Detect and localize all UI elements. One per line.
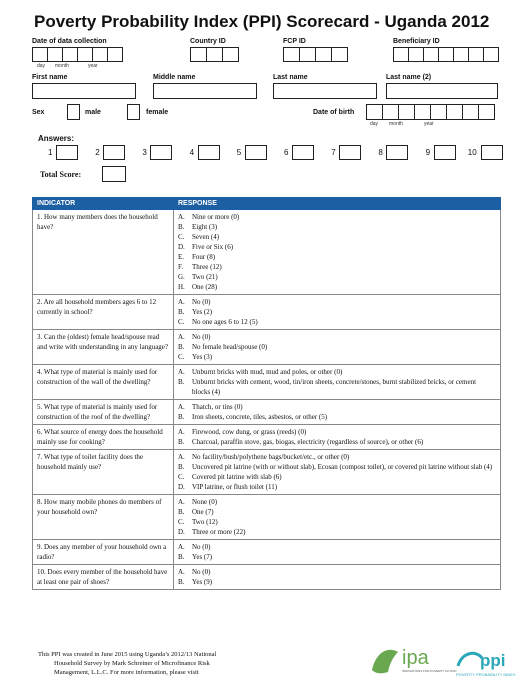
ppi-logo-sub: POVERTY PROBABILITY INDEX (456, 672, 516, 677)
footer-line-1: This PPI was created in June 2015 using Uganda’s 2012/13 National (38, 651, 217, 658)
table-row (33, 495, 501, 540)
option-text: No female head/spouse (0) (192, 343, 268, 351)
option-text: No (0) (192, 298, 211, 306)
option-text: Four (8) (192, 253, 216, 261)
middle-name-field[interactable] (153, 83, 257, 99)
date-day-2[interactable] (47, 47, 63, 62)
option-text: Uncovered pit latrine (with or without slab), Ecosan (compost toilet), or covered pit latrine without slab (4) (192, 463, 493, 471)
option-text: Charcoal, paraffin stove, gas, biogas, electricity (regardless of source), or other (6) (192, 438, 424, 446)
footer-note (38, 650, 268, 677)
answer-box-2[interactable] (103, 145, 125, 160)
option-text: No (0) (192, 333, 211, 341)
option-text: Thatch, or tins (0) (192, 403, 243, 411)
ipa-logo-text: ipa (402, 647, 429, 669)
option-letter: F. (178, 263, 184, 271)
option-text: Nine or more (0) (192, 213, 240, 221)
response-option[interactable] (178, 342, 496, 352)
option-letter: E. (178, 253, 185, 261)
beneficiary-id-7[interactable] (483, 47, 499, 62)
option-letter: B. (178, 413, 185, 421)
answer-box-5[interactable] (245, 145, 267, 160)
dob-day-1[interactable] (366, 104, 383, 120)
option-letter: B. (178, 578, 185, 586)
option-text: No (0) (192, 568, 211, 576)
option-letter: D. (178, 528, 185, 536)
dob-month-sub: month (389, 121, 403, 127)
response-options (174, 330, 501, 365)
option-text: Firewood, cow dung, or grass (reeds) (0) (192, 428, 307, 436)
answer-box-10[interactable] (481, 145, 503, 160)
option-text: Yes (3) (192, 353, 213, 361)
response-option[interactable] (178, 507, 496, 517)
fcp-id-2[interactable] (299, 47, 316, 62)
option-text: Three or more (22) (192, 528, 246, 536)
dob-year-4[interactable] (478, 104, 495, 120)
table-row (33, 425, 501, 450)
answer-number-8: 8 (378, 148, 383, 157)
option-letter: B. (178, 223, 185, 231)
response-option[interactable] (178, 567, 496, 577)
option-text: Iron sheets, concrete, tiles, asbestos, or other (5) (192, 413, 328, 421)
date-year-2[interactable] (107, 47, 123, 62)
option-text: Five or Six (6) (192, 243, 234, 251)
option-letter: C. (178, 353, 185, 361)
option-letter: A. (178, 298, 185, 306)
indicator-question: 6. What source of energy does the household mainly use for cooking? (33, 425, 174, 450)
dob-label: Date of birth (313, 109, 355, 116)
option-text: Three (12) (192, 263, 222, 271)
response-option[interactable] (178, 352, 496, 362)
table-row (33, 295, 501, 330)
dob-year-sub: year (424, 121, 434, 127)
dob-year-3[interactable] (462, 104, 479, 120)
option-letter: C. (178, 518, 185, 526)
first-name-field[interactable] (32, 83, 136, 99)
option-letter: A. (178, 403, 185, 411)
indicator-header: INDICATOR (33, 198, 174, 210)
footer-line-2: Household Survey by Mark Schreiner of Microfinance Risk (54, 660, 210, 667)
fcp-id-4[interactable] (331, 47, 348, 62)
response-options (174, 210, 501, 295)
table-row (33, 210, 501, 295)
answer-number-2: 2 (95, 148, 100, 157)
response-options (174, 425, 501, 450)
answer-number-9: 9 (425, 148, 431, 157)
date-day-1[interactable] (32, 47, 48, 62)
beneficiary-id-5[interactable] (453, 47, 469, 62)
scorecard-body (33, 210, 501, 590)
option-text: Two (12) (192, 518, 218, 526)
response-option[interactable] (178, 307, 496, 317)
response-option[interactable] (178, 367, 496, 377)
country-id-1[interactable] (190, 47, 207, 62)
response-option[interactable] (178, 332, 496, 342)
option-text: Yes (7) (192, 553, 213, 561)
female-label: female (146, 109, 169, 116)
indicator-question: 1. How many members does the household have? (33, 210, 174, 295)
answer-number-10: 10 (467, 148, 477, 157)
response-option[interactable] (178, 542, 496, 552)
scorecard-title: Poverty Probability Index (PPI) Scorecard - Uganda 2012 (34, 12, 490, 31)
date-year-sub: year (88, 63, 98, 69)
option-text: Eight (3) (192, 223, 218, 231)
response-option[interactable] (178, 252, 496, 262)
option-text: VIP latrine, or flush toilet (11) (192, 483, 278, 491)
ppi-logo-text: ppi (480, 651, 506, 670)
option-letter: C. (178, 233, 185, 241)
option-text: Unburnt bricks with mud, mud and poles, or other (0) (192, 368, 343, 376)
country-id-2[interactable] (206, 47, 223, 62)
response-options (174, 400, 501, 425)
ipa-logo-sub: INNOVATIONS FOR POVERTY ACTION (402, 669, 457, 673)
date-month-2[interactable] (77, 47, 93, 62)
table-row (33, 450, 501, 495)
option-letter: A. (178, 428, 185, 436)
option-letter: A. (178, 213, 185, 221)
response-option[interactable] (178, 212, 496, 222)
option-letter: D. (178, 483, 185, 491)
fcp-id-label: FCP ID (283, 38, 306, 45)
response-option[interactable] (178, 262, 496, 272)
answer-box-6[interactable] (292, 145, 314, 160)
option-text: Unburnt bricks with cement, wood, tin/iron sheets, concrete/stones, burnt stabilized bricks, or cement blocks (4) (192, 378, 477, 396)
sex-male-checkbox[interactable] (67, 104, 80, 120)
last-name-2-field[interactable] (386, 83, 498, 99)
middle-name-label: Middle name (153, 74, 196, 81)
table-row (33, 540, 501, 565)
option-text: No one ages 6 to 12 (5) (192, 318, 258, 326)
option-text: Seven (4) (192, 233, 220, 241)
answer-number-1: 1 (48, 148, 53, 157)
table-row (33, 330, 501, 365)
dob-month-2[interactable] (414, 104, 431, 120)
answer-number-3: 3 (142, 148, 147, 157)
indicator-question: 4. What type of material is mainly used for construction of the wall of the dwelling? (33, 365, 174, 400)
answer-box-9[interactable] (434, 145, 456, 160)
last-name-field[interactable] (273, 83, 377, 99)
response-option[interactable] (178, 232, 496, 242)
response-option[interactable] (178, 452, 496, 462)
response-option[interactable] (178, 272, 496, 282)
total-score-box[interactable] (102, 166, 126, 182)
option-letter: A. (178, 543, 185, 551)
response-option[interactable] (178, 317, 496, 327)
response-option[interactable] (178, 297, 496, 307)
response-option[interactable] (178, 577, 496, 587)
response-options (174, 565, 501, 590)
option-letter: B. (178, 463, 185, 471)
response-option[interactable] (178, 437, 496, 447)
response-option[interactable] (178, 462, 496, 472)
option-text: None (0) (192, 498, 218, 506)
date-day-sub: day (37, 63, 46, 69)
response-option[interactable] (178, 222, 496, 232)
option-text: One (7) (192, 508, 214, 516)
male-label: male (85, 109, 101, 116)
option-letter: B. (178, 553, 185, 561)
response-option[interactable] (178, 402, 496, 412)
last-name-2-label: Last name (2) (386, 74, 432, 81)
option-text: No (0) (192, 543, 211, 551)
option-letter: A. (178, 453, 185, 461)
option-letter: A. (178, 568, 185, 576)
table-row (33, 565, 501, 590)
response-option[interactable] (178, 527, 496, 537)
response-options (174, 495, 501, 540)
dob-day-sub: day (370, 121, 379, 127)
answer-box-8[interactable] (386, 145, 408, 160)
date-month-1[interactable] (62, 47, 78, 62)
ppi-logo (452, 644, 522, 680)
response-option[interactable] (178, 482, 496, 492)
answer-box-7[interactable] (339, 145, 361, 160)
sex-label: Sex (32, 109, 45, 116)
date-of-collection-label: Date of data collection (32, 38, 107, 45)
response-options (174, 365, 501, 400)
answer-number-5: 5 (236, 148, 242, 157)
response-option[interactable] (178, 282, 496, 292)
response-option[interactable] (178, 412, 496, 422)
option-letter: B. (178, 308, 185, 316)
indicator-question: 3. Can the (oldest) female head/spouse read and write with understanding in any language? (33, 330, 174, 365)
beneficiary-id-4[interactable] (438, 47, 454, 62)
ipa-logo (368, 642, 457, 682)
option-letter: B. (178, 343, 185, 351)
option-text: One (28) (192, 283, 218, 291)
answer-box-4[interactable] (198, 145, 220, 160)
option-letter: H. (178, 283, 185, 291)
footer-line-3: Management, L.L.C. For more information, please visit (54, 669, 199, 676)
answer-number-7: 7 (331, 148, 336, 157)
indicator-question: 2. Are all household members ages 6 to 12 currently in school? (33, 295, 174, 330)
fcp-id-3[interactable] (315, 47, 332, 62)
option-letter: B. (178, 438, 185, 446)
country-id-label: Country ID (190, 38, 226, 45)
beneficiary-id-2[interactable] (408, 47, 424, 62)
table-row (33, 400, 501, 425)
table-row (33, 365, 501, 400)
beneficiary-id-3[interactable] (423, 47, 439, 62)
option-letter: B. (178, 378, 185, 386)
option-letter: G. (178, 273, 185, 281)
answer-number-6: 6 (284, 148, 289, 157)
indicator-question: 10. Does every member of the household have at least one pair of shoes? (33, 565, 174, 590)
option-letter: A. (178, 498, 185, 506)
response-header: RESPONSE (174, 198, 501, 210)
answer-box-1[interactable] (56, 145, 78, 160)
response-options (174, 540, 501, 565)
option-text: Yes (2) (192, 308, 213, 316)
dob-year-2[interactable] (446, 104, 463, 120)
option-letter: B. (178, 508, 185, 516)
dob-day-2[interactable] (382, 104, 399, 120)
option-letter: A. (178, 368, 185, 376)
indicator-question: 5. What type of material is mainly used for construction of the roof of the dwelling? (33, 400, 174, 425)
total-score-label: Total Score: (40, 170, 82, 179)
beneficiary-id-label: Beneficiary ID (393, 38, 440, 45)
response-option[interactable] (178, 472, 496, 482)
response-options (174, 450, 501, 495)
option-text: No facility/bush/polythene bags/bucket/etc., or other (0) (192, 453, 350, 461)
first-name-label: First name (32, 74, 68, 81)
response-option[interactable] (178, 427, 496, 437)
last-name-label: Last name (273, 74, 308, 81)
response-option[interactable] (178, 242, 496, 252)
answer-number-4: 4 (189, 148, 195, 157)
option-letter: D. (178, 243, 185, 251)
indicator-question: 7. What type of toilet facility does the household mainly use? (33, 450, 174, 495)
dob-month-1[interactable] (398, 104, 415, 120)
answer-box-3[interactable] (150, 145, 172, 160)
scorecard-table (32, 197, 501, 590)
beneficiary-id-6[interactable] (468, 47, 484, 62)
fcp-id-1[interactable] (283, 47, 300, 62)
indicator-question: 8. How many mobile phones do members of your household own? (33, 495, 174, 540)
beneficiary-id-1[interactable] (393, 47, 409, 62)
response-option[interactable] (178, 377, 496, 397)
option-letter: C. (178, 318, 185, 326)
answers-label: Answers: (38, 134, 75, 143)
date-year-1[interactable] (92, 47, 108, 62)
response-option[interactable] (178, 517, 496, 527)
option-letter: A. (178, 333, 185, 341)
dob-year-1[interactable] (430, 104, 447, 120)
option-text: Two (21) (192, 273, 218, 281)
option-text: Yes (9) (192, 578, 213, 586)
country-id-3[interactable] (222, 47, 239, 62)
indicator-question: 9. Does any member of your household own a radio? (33, 540, 174, 565)
option-letter: C. (178, 473, 185, 481)
response-options (174, 295, 501, 330)
response-option[interactable] (178, 552, 496, 562)
option-text: Covered pit latrine with slab (6) (192, 473, 282, 481)
response-option[interactable] (178, 497, 496, 507)
date-month-sub: month (55, 63, 69, 69)
sex-female-checkbox[interactable] (127, 104, 140, 120)
